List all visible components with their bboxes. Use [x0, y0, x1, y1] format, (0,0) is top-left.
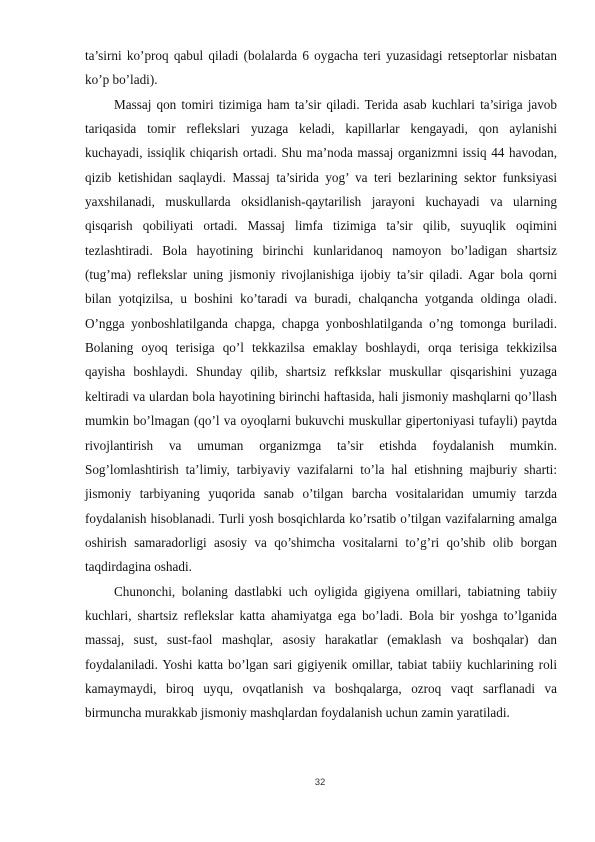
body-text [85, 44, 557, 726]
paragraph-first-months: Chunonchi, bolaning dastlabki uch oyligida gigiyena omillari, tabiatning tabiiy kuchlari, shartsiz reflekslar katta ahamiyatga ega bo’ladi. Bola bir yoshga to’lganida massaj, sust, sust-faol mashqlar, asosiy harakatlar (emaklash va boshqalar) dan foydalaniladi. Yoshi katta bo’lgan sari gigiyenik omillar, tabiat tabiiy kuchlarining roli kamaymaydi, biroq uyqu, ovqatlanish va boshqalarga, ozroq vaqt sarflanadi va birmuncha murakkab jismoniy mashqlardan foydalanish uchun zamin yaratiladi. [85, 583, 557, 721]
page-number: 32 [314, 777, 326, 788]
paragraph-continuation: ta’sirni ko’proq qabul qiladi (bolalarda 6 oygacha teri yuzasidagi retseptorlar nisbatan ko’p bo’ladi). [85, 48, 557, 88]
paragraph-massage-effects: Massaj qon tomiri tizimiga ham ta’sir qiladi. Terida asab kuchlari ta’siriga javob tariqasida tomir reflekslari yuzaga keladi, kapillarlar kengayadi, qon aylanishi kuchayadi, issiqlik chiqarish ortadi. Shu ma’noda massaj organizmni issiq 44 havodan, qizib ketishidan saqlaydi. Massaj ta’sirida yog’ va teri bezlarining sektor funksiyasi yaxshilanadi, muskullarda oksidlanish-qaytarilish jarayoni kuchayadi va ularning qisqarish qobiliyati ortadi. Massaj limfa tizimiga ta’sir qilib, suyuqlik oqimini tezlashtiradi. Bola hayotining birinchi kunlaridanoq namoyon bo’ladigan shartsiz (tug’ma) reflekslar uning jismoniy rivojlanishiga ijobiy ta’sir qiladi. Agar bola qorni bilan yotqizilsa, u boshini ko’taradi va buradi, chalqancha yotganda oldinga oladi. O’ngga yonboshlatilganda chapga, chapga yonboshlatilganda o’ng tomonga buriladi. Bolaning oyoq terisiga qo’l tekkazilsa emaklay boshlaydi, orqa terisiga tekkizilsa qayisha boshlaydi. Shunday qilib, shartsiz refkkslar muskullar qisqarishini yuzaga keltiradi va ulardan bola hayotining birinchi haftasida, hali jismoniy mashqlarni qo’llash mumkin bo’lmagan (qo’l va oyoqlarni bukuvchi muskullar gipertoniyasi tufayli) paytda rivojlantirish va umuman organizmga ta’sir etishda foydalanish mumkin. Sog’lomlashtirish ta’limiy, tarbiyaviy vazifalarni to’la hal etishning majburiy sharti: jismoniy tarbiyaning yuqorida sanab o’tilgan barcha vositalaridan umumiy tarzda foydalanish hisoblanadi. Turli yosh bosqichlarda ko’rsatib o’tilgan vazifalarning amalga oshirish samaradorligi asosiy va qo’shimcha vositalarni to’g’ri qo’shib olib borgan taqdirdagina oshadi. [85, 96, 557, 575]
